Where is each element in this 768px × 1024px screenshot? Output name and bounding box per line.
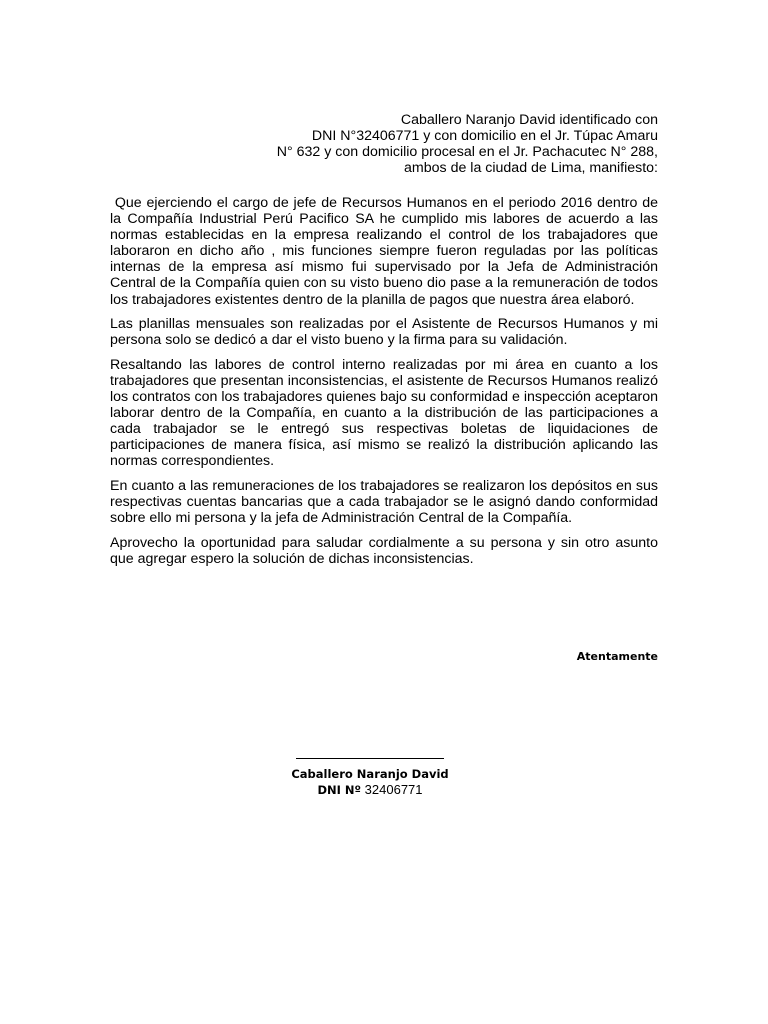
signature-dni-number: 32406771 (364, 782, 423, 797)
header-line-1: Caballero Naranjo David identificado con (400, 112, 658, 128)
letter-body (110, 195, 662, 575)
header-line-3: N° 632 y con domicilio procesal en el Jr. Pachacutec N° 288, (276, 144, 658, 161)
paragraph-1: Que ejerciendo el cargo de jefe de Recursos Humanos en el periodo 2016 dentro de la Compañía Industrial Perú Pacifico SA he cumplido mis labores de acuerdo a las normas establecidas en la empresa realizando el control de los trabajadores que laboraron en dicho año , mis funciones siempre fueron reguladas por las políticas internas de la empresa así mismo fui supervisado por la Jefa de Administración Central de la Compañía quien con su visto bueno dio pase a la remuneración de todos los trabajadores existentes dentro de la planilla de pagos que nuestra área elaboró. (110, 195, 662, 308)
signature-block (250, 758, 490, 798)
paragraph-4: En cuanto a las remuneraciones de los trabajadores se realizaron los depósitos en sus respectivas cuentas bancarias que a cada trabajador se le asignó dando conformidad sobre ello mi persona y la jefa de Administración Central de la Compañía. (110, 478, 658, 527)
signature-dni (250, 782, 490, 798)
paragraph-5: Aprovecho la oportunidad para saludar cordialmente a su persona y sin otro asunto que agregar espero la solución de dichas inconsistencias. (110, 534, 658, 567)
header-line-4: ambos de la ciudad de Lima, manifiesto: (404, 160, 658, 177)
paragraph-2: Las planillas mensuales son realizadas por el Asistente de Recursos Humanos y mi persona solo se dedicó a dar el visto bueno y la firma para su validación. (110, 316, 658, 349)
closing-salutation: Atentamente (576, 650, 658, 663)
signature-dni-label: DNI Nº (317, 783, 362, 797)
sender-header (238, 112, 658, 176)
header-line-2: DNI N°32406771 y con domicilio en el Jr. Túpac Amaru (311, 128, 658, 145)
paragraph-3: Resaltando las labores de control interno realizadas por mi área en cuanto a los trabajadores que presentan inconsistencias, el asistente de Recursos Humanos realizó los contratos con los trabajadores quienes bajo su conformidad e inspección aceptaron laborar dentro de la Compañía, en cuanto a la distribución de las participaciones a cada trabajador se le entregó sus respectivas boletas de liquidaciones de participaciones de manera física, así mismo se realizó la distribución aplicando las normas correspondientes. (110, 356, 658, 470)
signature-line (296, 758, 444, 759)
signature-name: Caballero Naranjo David (291, 767, 449, 781)
